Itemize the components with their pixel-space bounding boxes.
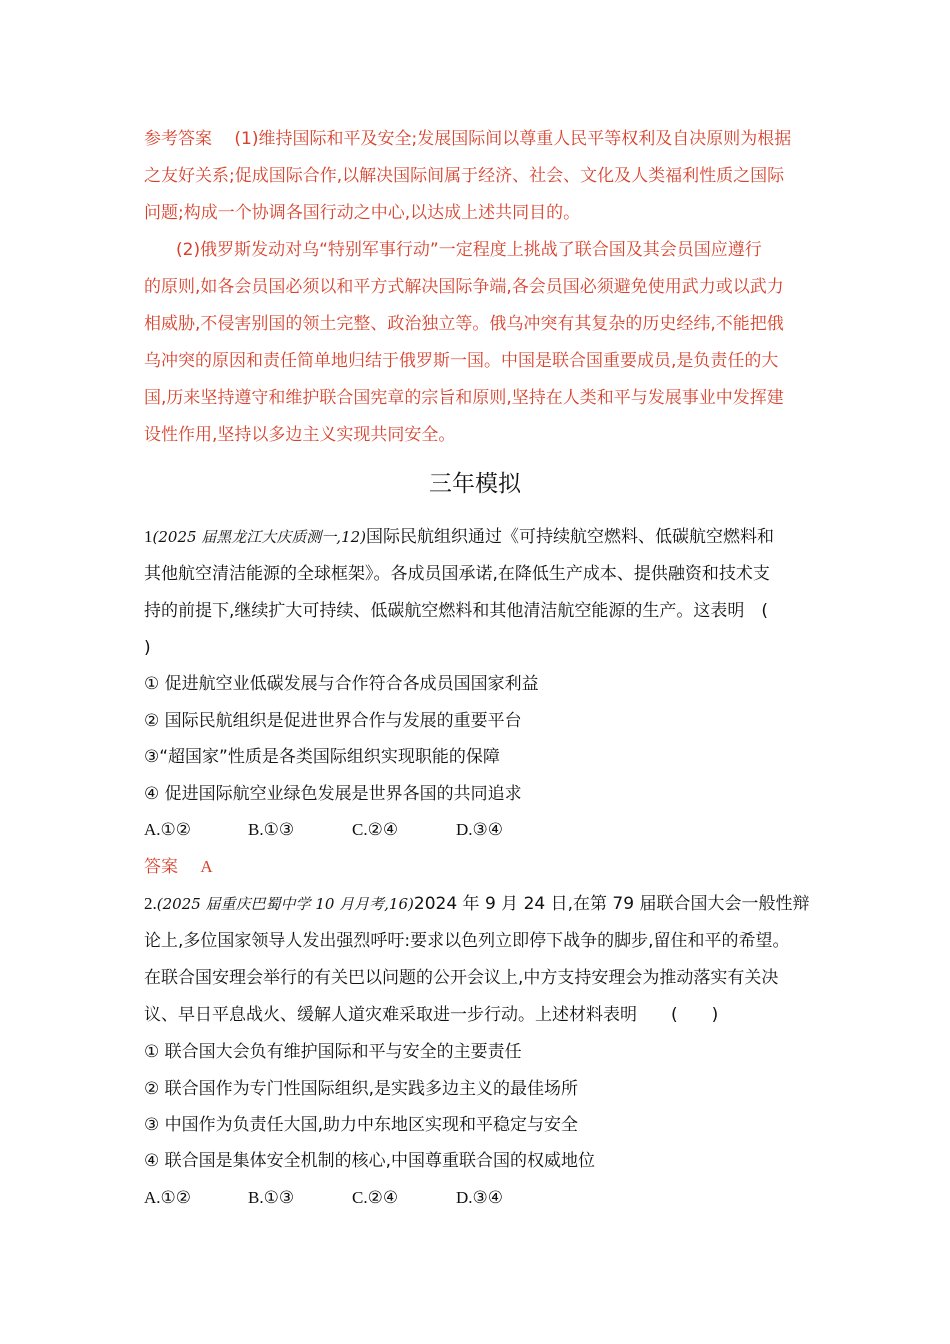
q1-options — [144, 819, 814, 841]
answer-p2-line-4: 乌冲突的原因和责任简单地归结于俄罗斯一国。中国是联合国重要成员,是负责任的大 — [144, 351, 779, 371]
q1-source: (2025 届黑龙江大庆质测一,12) — [152, 528, 367, 546]
q1-statement-4: ④ 促进国际航空业绿色发展是世界各国的共同追求 — [144, 784, 522, 804]
q1-statement-2: ② 国际民航组织是促进世界合作与发展的重要平台 — [144, 711, 522, 731]
answer-p2-line-1: (2)俄罗斯发动对乌“特别军事行动”一定程度上挑战了联合国及其会员国应遵行 — [176, 240, 762, 260]
q1-stem-line-2: 其他航空清洁能源的全球框架》。各成员国承诺,在降低生产成本、提供融资和技术支 — [144, 564, 770, 584]
q2-statement-3: ③ 中国作为负责任大国,助力中东地区实现和平稳定与安全 — [144, 1115, 579, 1135]
q1-stem-line-3: 持的前提下,继续扩大可持续、低碳航空燃料和其他清洁航空能源的生产。这表明 ( — [144, 601, 769, 621]
q1-stem-line-4: ) — [144, 638, 151, 658]
q1-option-d: D.③④ — [456, 820, 504, 839]
q1-answer-label: 答案 — [144, 857, 178, 877]
q1-option-b: B.①③ — [248, 820, 295, 839]
answer-p1-line-2: 之友好关系;促成国际合作,以解决国际间属于经济、社会、文化及人类福利性质之国际 — [144, 166, 785, 186]
q2-options — [144, 1187, 814, 1209]
section-title: 三年模拟 — [429, 471, 521, 497]
q2-option-c: C.②④ — [352, 1188, 399, 1207]
q2-stem-line-1 — [144, 893, 814, 915]
q1-option-c: C.②④ — [352, 820, 399, 839]
q2-option-d: D.③④ — [456, 1188, 504, 1207]
q2-stem-text-1: 2024 年 9 月 24 日,在第 79 届联合国大会一般性辩 — [413, 894, 810, 914]
q2-stem-line-4: 议、早日平息战火、缓解人道灾难采取进一步行动。上述材料表明 ( ) — [144, 1005, 719, 1025]
answer-p2-line-6: 设性作用,坚持以多边主义实现共同安全。 — [144, 425, 456, 445]
answer-p2-line-5: 国,历来坚持遵守和维护联合国宪章的宗旨和原则,坚持在人类和平与发展事业中发挥建 — [144, 388, 784, 408]
q1-statement-3: ③“超国家”性质是各类国际组织实现职能的保障 — [144, 747, 500, 767]
q2-stem-line-3: 在联合国安理会举行的有关巴以问题的公开会议上,中方支持安理会为推动落实有关决 — [144, 968, 779, 988]
q2-option-b: B.①③ — [248, 1188, 295, 1207]
q2-stem-line-2: 论上,多位国家领导人发出强烈呼吁:要求以色列立即停下战争的脚步,留住和平的希望。 — [144, 931, 790, 951]
answer-p2-line-3: 相威胁,不侵害别国的领土完整、政治独立等。俄乌冲突有其复杂的历史经纬,不能把俄 — [144, 314, 784, 334]
q2-number: 2. — [144, 894, 157, 913]
answer-p1-line-1: (1)维持国际和平及安全;发展国际间以尊重人民平等权利及自决原则为根据 — [234, 129, 792, 149]
q1-stem-text-1: 国际民航组织通过《可持续航空燃料、低碳航空燃料和 — [366, 527, 775, 547]
answer-p1-line-3: 问题;构成一个协调各国行动之中心,以达成上述共同目的。 — [144, 203, 581, 223]
q2-option-a: A.①② — [144, 1188, 192, 1207]
answer-p2-line-2: 的原则,如各会员国必须以和平方式解决国际争端,各会员国必须避免使用武力或以武力 — [144, 277, 784, 297]
q1-stem-line-1 — [144, 526, 814, 548]
answer-line-1 — [144, 128, 814, 150]
q2-statement-4: ④ 联合国是集体安全机制的核心,中国尊重联合国的权威地位 — [144, 1151, 596, 1171]
q2-statement-2: ② 联合国作为专门性国际组织,是实践多边主义的最佳场所 — [144, 1079, 579, 1099]
q1-answer-value: A — [200, 857, 213, 876]
q2-source: (2025 届重庆巴蜀中学 10 月月考,16) — [156, 895, 414, 913]
answer-label: 参考答案 — [144, 129, 212, 149]
q1-number: 1 — [144, 527, 153, 546]
q1-option-a: A.①② — [144, 820, 192, 839]
q1-statement-1: ① 促进航空业低碳发展与合作符合各成员国国家利益 — [144, 674, 539, 694]
q1-answer — [144, 856, 814, 878]
q2-statement-1: ① 联合国大会负有维护国际和平与安全的主要责任 — [144, 1042, 522, 1062]
